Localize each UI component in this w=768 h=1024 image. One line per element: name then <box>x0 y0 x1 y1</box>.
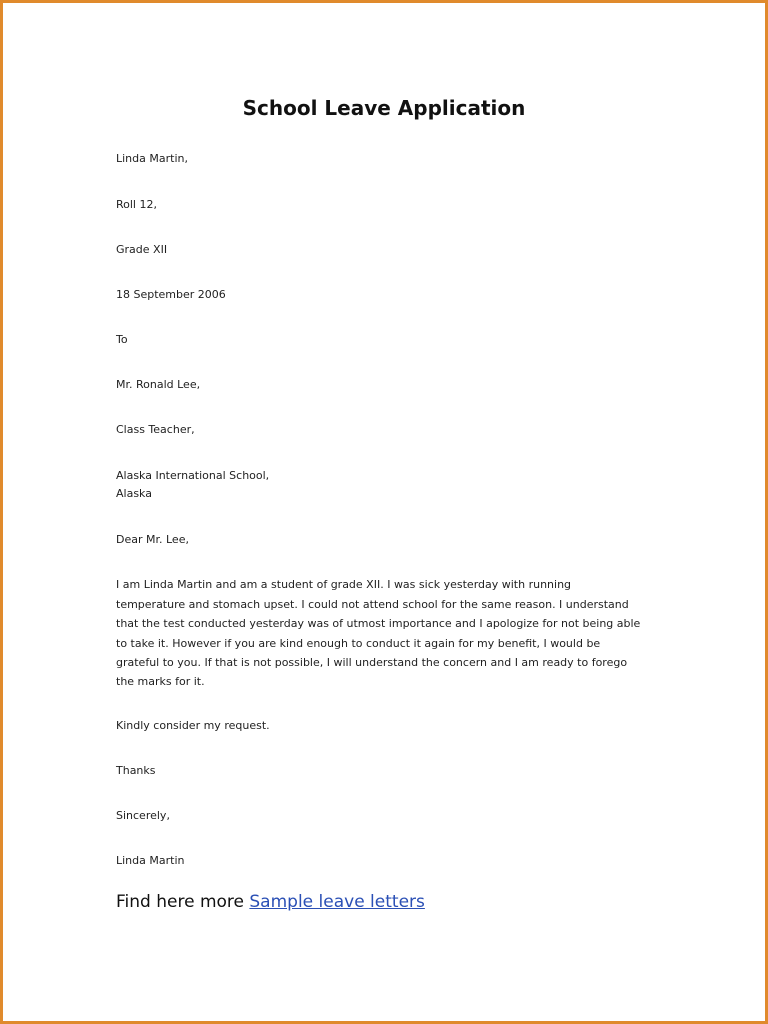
sender-grade: Grade XII <box>116 243 168 256</box>
salutation: Dear Mr. Lee, <box>116 533 189 546</box>
body-line: to take it. However if you are kind enough to conduct it again for my benefit, I would be <box>116 637 601 650</box>
body-line: temperature and stomach upset. I could not attend school for the same reason. I understand <box>116 598 629 611</box>
recipient-role: Class Teacher, <box>116 423 195 436</box>
recipient-name: Mr. Ronald Lee, <box>116 378 201 391</box>
body-line: that the test conducted yesterday was of utmost importance and I apologize for not being able <box>116 617 641 630</box>
body-line: grateful to you. If that is not possible, I will understand the concern and I am ready to forego <box>116 656 628 669</box>
body-line: the marks for it. <box>116 675 205 688</box>
sample-leave-letters-link[interactable]: Sample leave letters <box>249 892 425 912</box>
body-line: I am Linda Martin and am a student of grade XII. I was sick yesterday with running <box>116 578 572 591</box>
recipient-school: Alaska International School, <box>116 469 270 482</box>
letter-date: 18 September 2006 <box>116 288 226 301</box>
sender-roll: Roll 12, <box>116 198 157 211</box>
sender-name: Linda Martin, <box>116 152 188 165</box>
to-label: To <box>116 333 128 346</box>
closing-line: Sincerely, <box>116 809 170 822</box>
recipient-location: Alaska <box>116 487 152 500</box>
signature-name: Linda Martin <box>116 854 185 867</box>
request-line: Kindly consider my request. <box>116 719 270 732</box>
thanks-line: Thanks <box>116 764 156 777</box>
document-title: School Leave Application <box>242 96 526 120</box>
footer-promo <box>116 892 425 912</box>
footer-prefix: Find here more <box>116 892 250 912</box>
